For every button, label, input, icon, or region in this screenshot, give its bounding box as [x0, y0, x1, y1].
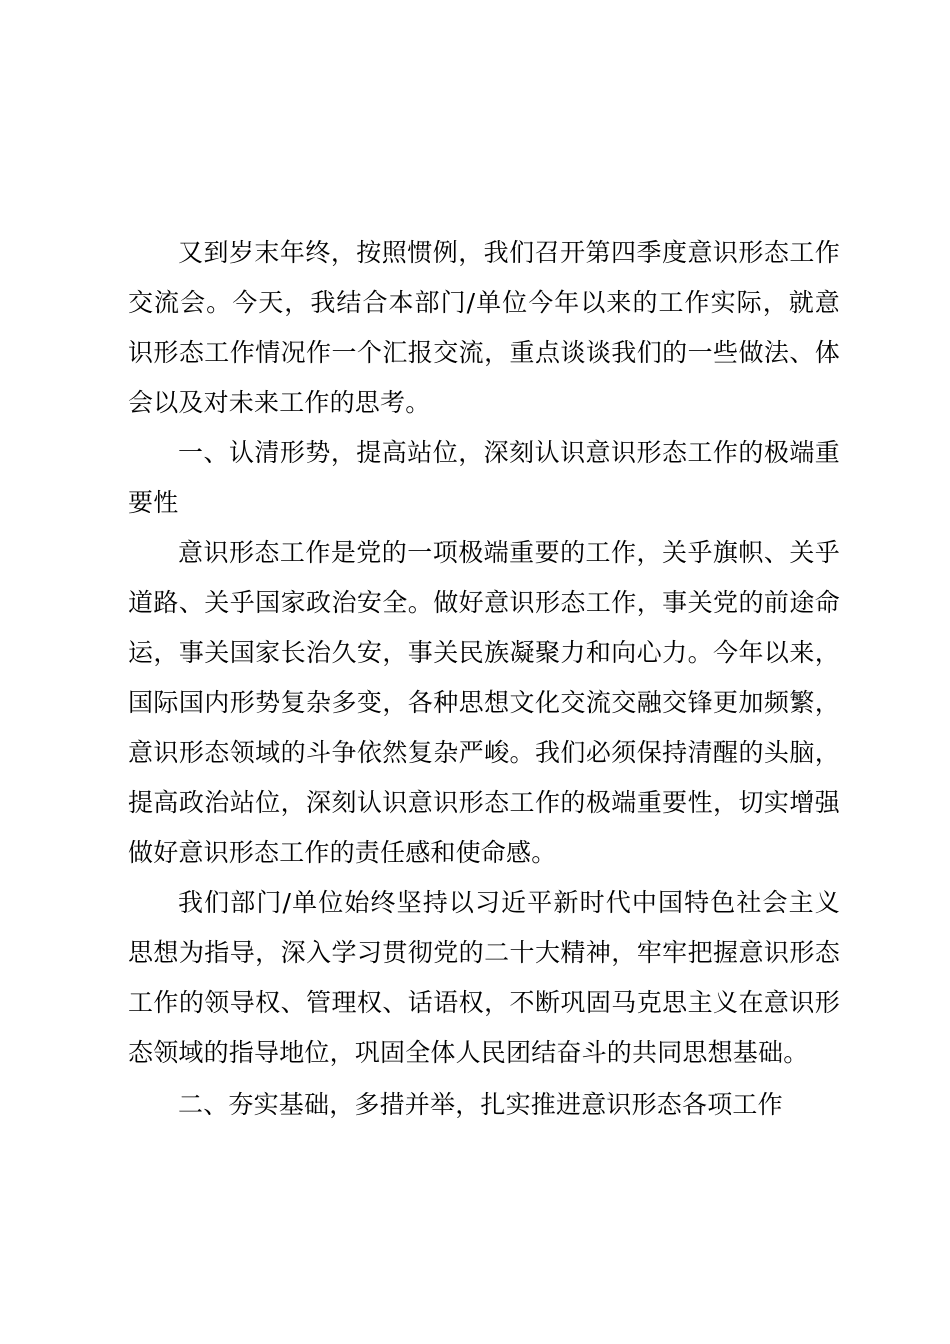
intro-paragraph: 又到岁末年终，按照惯例，我们召开第四季度意识形态工作交流会。今天，我结合本部门/单位今年以来的工作实际，就意识形态工作情况作一个汇报交流，重点谈谈我们的一些做法、体会以及对未来工作的思考。 — [128, 238, 840, 417]
body-paragraph-2: 我们部门/单位始终坚持以习近平新时代中国特色社会主义思想为指导，深入学习贯彻党的二十大精神，牢牢把握意识形态工作的领导权、管理权、话语权，不断巩固马克思主义在意识形态领域的指导地位，巩固全体人民团结奋斗的共同思想基础。 — [128, 888, 840, 1067]
section-heading-1: 一、认清形势，提高站位，深刻认识意识形态工作的极端重要性 — [128, 438, 840, 517]
body-paragraph-1: 意识形态工作是党的一项极端重要的工作，关乎旗帜、关乎道路、关乎国家政治安全。做好意识形态工作，事关党的前途命运，事关国家长治久安，事关民族凝聚力和向心力。今年以来，国际国内形势复杂多变，各种思想文化交流交融交锋更加频繁，意识形态领域的斗争依然复杂严峻。我们必须保持清醒的头脑，提高政治站位，深刻认识意识形态工作的极端重要性，切实增强做好意识形态工作的责任感和使命感。 — [128, 538, 840, 867]
section-heading-2: 二、夯实基础，多措并举，扎实推进意识形态各项工作 — [178, 1090, 783, 1119]
document-body — [128, 228, 840, 1130]
